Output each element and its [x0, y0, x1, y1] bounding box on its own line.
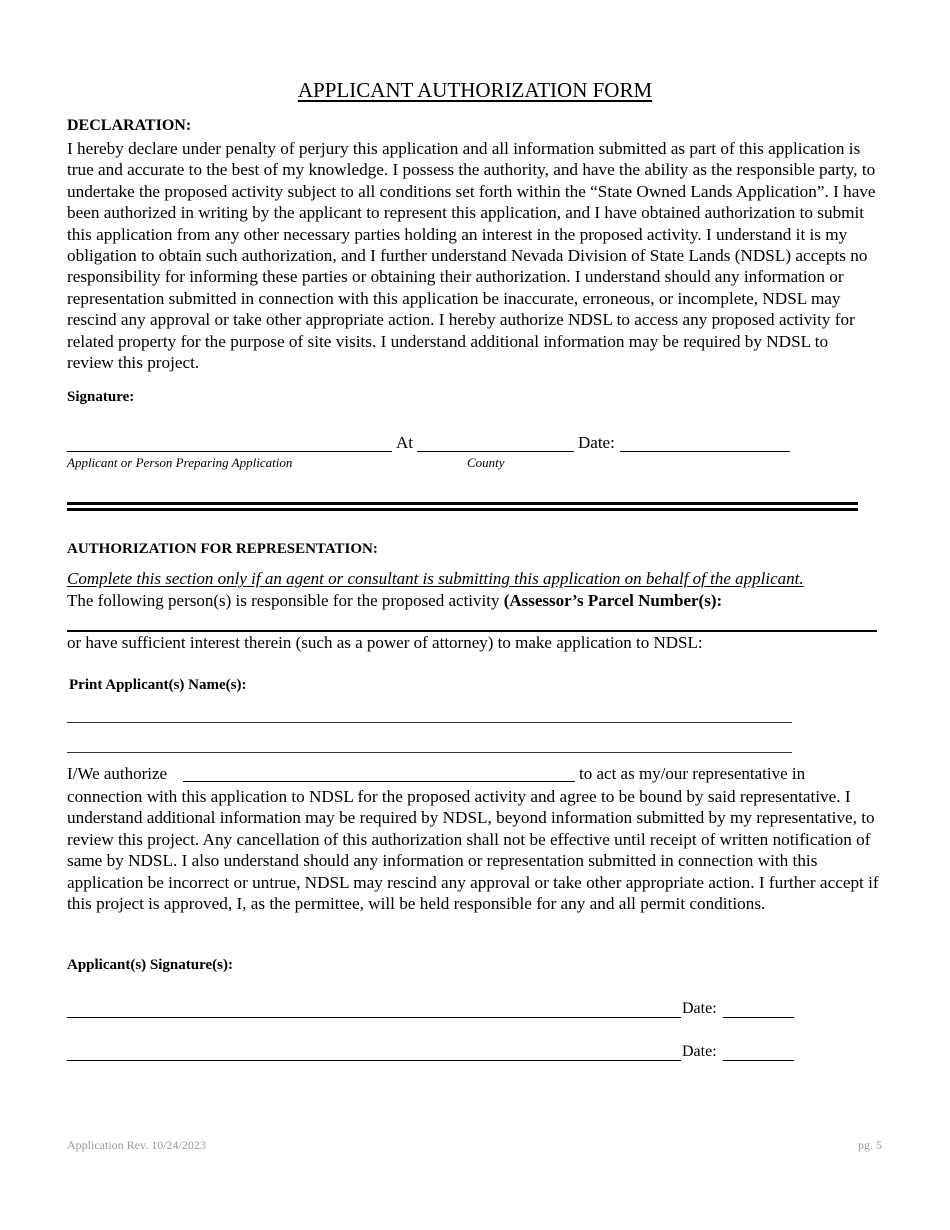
- section-divider: [67, 502, 858, 511]
- applicant-name-line-2[interactable]: [67, 752, 792, 753]
- applicant-signature-line-2[interactable]: [67, 1060, 681, 1061]
- applicant-date-line-2[interactable]: [723, 1060, 794, 1061]
- declaration-text: I hereby declare under penalty of perjury this application and all information submitted as part of this application is true and accurate to the best of my knowledge. I possess the authority, and have the ability as the responsible party, to undertake the proposed activity subject to all conditions set forth within the “State Owned Lands Application”. I have been authorized in writing by the applicant to represent this application, and I have obtained authorization to submit this application from any other necessary parties holding an interest in the proposed activity. I understand it is my obligation to obtain such authorization, and I further understand Nevada Division of State Lands (NDSL) accepts no responsibility for informing these parties or obtaining their authorization. I understand should any information or representation submitted in connection with this application be inaccurate, erroneous, or incomplete, NDSL may rescind any approval or take other appropriate action. I hereby authorize NDSL to access any proposed activity for related property for the purpose of site visits. I understand additional information may be required by NDSL to review this project.: [67, 139, 876, 373]
- applicant-signatures-label: Applicant(s) Signature(s):: [67, 957, 233, 973]
- declaration-heading: DECLARATION:: [67, 117, 192, 134]
- applicant-signature-line[interactable]: [67, 451, 392, 452]
- print-names-label: Print Applicant(s) Name(s):: [69, 677, 247, 693]
- applicant-date-label-1: Date:: [682, 1000, 717, 1017]
- responsible-text: [67, 591, 722, 611]
- parcel-number-line[interactable]: [67, 630, 877, 632]
- authorize-prefix: I/We authorize: [67, 764, 168, 783]
- declaration-date-line[interactable]: [620, 451, 790, 452]
- applicant-date-label-2: Date:: [682, 1043, 717, 1060]
- applicant-name-line-1[interactable]: [67, 722, 792, 723]
- applicant-caption: Applicant or Person Preparing Application: [67, 455, 293, 470]
- authorization-heading: AUTHORIZATION FOR REPRESENTATION:: [67, 541, 378, 557]
- county-line[interactable]: [417, 451, 574, 452]
- form-title: APPLICANT AUTHORIZATION FORM: [297, 78, 653, 102]
- declaration-date-label: Date:: [578, 433, 615, 452]
- authorization-text: connection with this application to NDSL for the proposed activity and agree to be bound by said representative. I understand additional information may be required by NDSL, beyond information submitted by my representative, to review this project. Any cancellation of this authorization shall not be effective until receipt of written notification of same by NDSL. I also understand should any information or representation submitted in connection with this application be incorrect or untrue, NDSL may rescind any approval or take other appropriate action. I further accept if this project is approved, I, as the permittee, will be held responsible for any and all permit conditions.: [67, 787, 879, 914]
- authorize-suffix: to act as my/our representative in: [579, 764, 806, 783]
- at-label: At: [396, 433, 413, 452]
- parcel-number-label: (Assessor’s Parcel Number(s):: [503, 591, 723, 610]
- signature-label: Signature:: [67, 389, 135, 405]
- applicant-signature-line-1[interactable]: [67, 1017, 681, 1018]
- authorization-instruction: Complete this section only if an agent or consultant is submitting this application on behalf of the applicant.: [67, 569, 804, 588]
- representative-name-line[interactable]: [183, 781, 575, 782]
- revision-footer: Application Rev. 10/24/2023: [67, 1138, 206, 1152]
- responsible-text-lead: The following person(s) is responsible for the proposed activity: [67, 591, 504, 610]
- county-caption: County: [467, 455, 505, 470]
- applicant-date-line-1[interactable]: [723, 1017, 794, 1018]
- page-number: pg. 5: [858, 1138, 882, 1152]
- sufficient-interest-text: or have sufficient interest therein (such as a power of attorney) to make application to NDSL:: [67, 633, 703, 652]
